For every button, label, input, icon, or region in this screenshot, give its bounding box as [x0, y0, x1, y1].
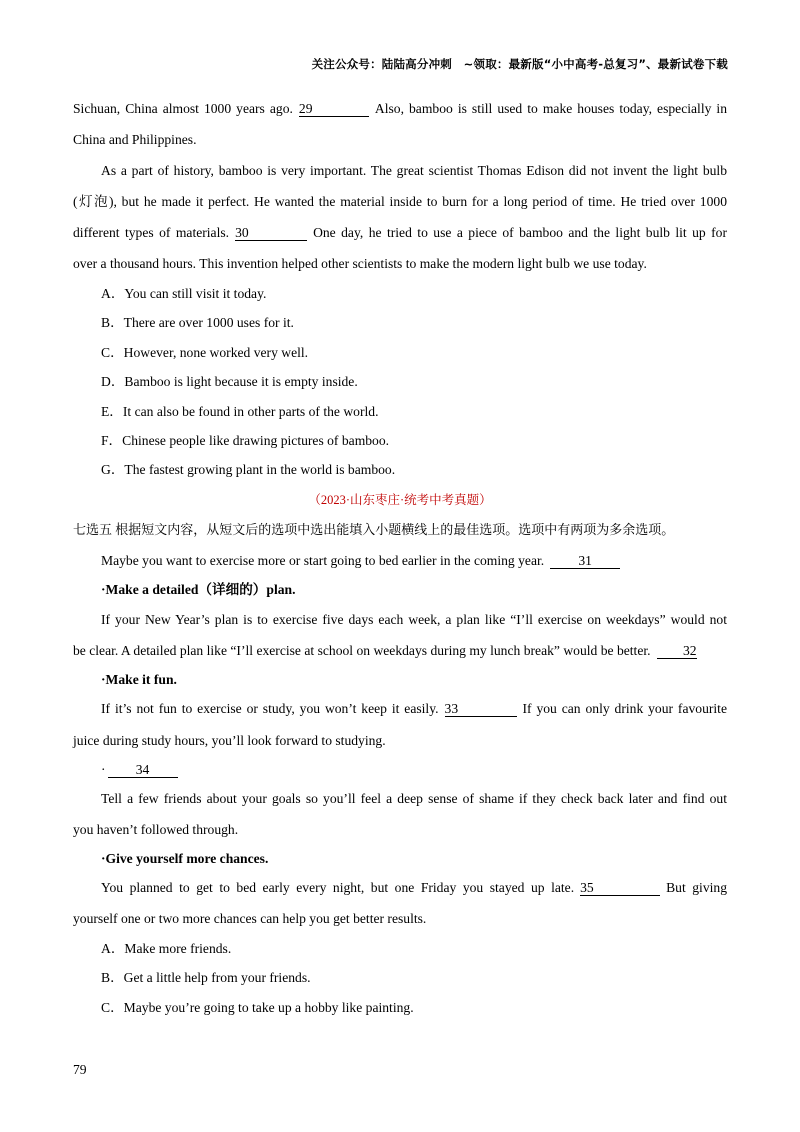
passage1-para2-line1: As a part of history, bamboo is very important. The great scientist Thomas Edison did not invent the light bulb — [101, 163, 727, 178]
heading-more-chances: ·Give yourself more chances. — [101, 851, 269, 866]
passage1-line1-text: Sichuan, China almost 1000 years ago. — [73, 101, 293, 116]
option-c: C．However, none worked very well. — [101, 345, 309, 360]
instruction: 七选五 根据短文内容，从短文后的选项中选出能填入小题横线上的最佳选项。选项中有两项为多余选项。 — [73, 522, 675, 537]
passage1-para2-line2: (灯泡), but he made it perfect. He wanted the material inside to burn for a long period of time. He tried over 1000 — [73, 194, 727, 209]
passage2-p2-line1-after: If you can only drink your favourite — [522, 701, 727, 716]
heading-make-it-fun: ·Make it fun. — [101, 672, 177, 687]
heading-34 — [101, 762, 727, 778]
passage1-line1-after: Also, bamboo is still used to make houses today, especially in — [374, 101, 727, 116]
passage1-line1 — [73, 101, 727, 117]
passage2-p4-line1-after: But giving — [666, 880, 728, 895]
blank-35[interactable]: 35 — [580, 881, 660, 896]
option-f: F．Chinese people like drawing pictures of bamboo. — [101, 433, 390, 448]
option-e: E．It can also be found in other parts of the world. — [101, 404, 379, 419]
passage2-p3-line2: you haven’t followed through. — [73, 822, 239, 837]
option2-b: B．Get a little help from your friends. — [101, 970, 311, 985]
blank-29[interactable]: 29 — [299, 102, 369, 117]
blank-34[interactable]: 34 — [108, 763, 178, 778]
passage2-p1-line2 — [73, 643, 727, 659]
passage1-line2: China and Philippines. — [73, 132, 197, 147]
option2-c: C．Maybe you’re going to take up a hobby like painting. — [101, 1000, 414, 1015]
passage2-p2-line2: juice during study hours, you’ll look forward to studying. — [73, 733, 386, 748]
passage2-intro — [101, 553, 727, 569]
passage2-p1-line2-text: be clear. A detailed plan like “I’ll exercise at school on weekdays during my lunch break” would be better. — [73, 643, 651, 658]
passage2-intro-text: Maybe you want to exercise more or start going to bed earlier in the coming year. — [101, 553, 545, 568]
option-g: G．The fastest growing plant in the world is bamboo. — [101, 462, 396, 477]
passage2-p4-line1 — [101, 880, 727, 896]
blank-31[interactable]: 31 — [550, 554, 620, 569]
option2-a: A．Make more friends. — [101, 941, 232, 956]
passage1-para2-line3-text: different types of materials. — [73, 225, 230, 240]
heading-34-bullet: · — [101, 762, 106, 777]
passage1-para2-line3-after: One day, he tried to use a piece of bamboo and the light bulb lit up for — [313, 225, 727, 240]
heading-detailed-plan: ·Make a detailed（详细的）plan. — [101, 582, 296, 597]
blank-32[interactable]: 32 — [657, 644, 697, 659]
passage2-p2-line1 — [101, 701, 727, 717]
page-number: 79 — [73, 1062, 87, 1077]
passage1-para2-line3 — [73, 225, 727, 241]
passage2-p1-line1: If your New Year’s plan is to exercise five days each week, a plan like “I’ll exercise on weekdays” would not — [101, 612, 727, 627]
passage2-p2-line1-text: If it’s not fun to exercise or study, you won’t keep it easily. — [101, 701, 439, 716]
passage2-p3-line1: Tell a few friends about your goals so you’ll feel a deep sense of shame if they check back later and find out — [101, 791, 727, 806]
blank-30[interactable]: 30 — [235, 226, 307, 241]
page-header: 关注公众号：陆陆高分冲刺 ~领取：最新版“小中高考-总复习”、最新试卷下载 — [311, 57, 728, 71]
passage2-p4-line2: yourself one or two more chances can help you get better results. — [73, 911, 427, 926]
blank-33[interactable]: 33 — [445, 702, 517, 717]
passage1-para2-line4: over a thousand hours. This invention helped other scientists to make the modern light bulb we use today. — [73, 256, 647, 271]
option-d: D．Bamboo is light because it is empty inside. — [101, 374, 358, 389]
option-b: B．There are over 1000 uses for it. — [101, 315, 294, 330]
option-a: A．You can still visit it today. — [101, 286, 267, 301]
passage2-p4-line1-text: You planned to get to bed early every night, but one Friday you stayed up late. — [101, 880, 575, 895]
source-citation: （2023·山东枣庄·统考中考真题） — [308, 493, 492, 507]
